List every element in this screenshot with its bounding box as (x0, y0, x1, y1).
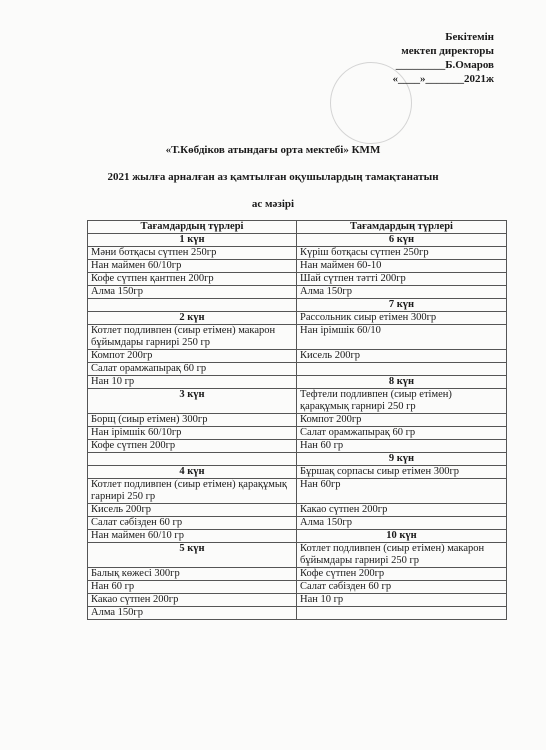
cell-right: Компот 200гр (297, 414, 507, 427)
cell-left: 3 күн (88, 389, 297, 414)
table-row (88, 440, 507, 453)
cell-left: Кофе сүтпен қантпен 200гр (88, 273, 297, 286)
table-row (88, 312, 507, 325)
cell-right: Бұршақ сорпасы сиыр етімен 300гр (297, 466, 507, 479)
table-row (88, 376, 507, 389)
cell-left: Нан 10 гр (88, 376, 297, 389)
approval-block (393, 30, 494, 86)
cell-right: Нан ірімшік 60/10 (297, 325, 507, 350)
cell-right: 9 күн (297, 453, 507, 466)
table-row (88, 479, 507, 504)
cell-right: 10 күн (297, 530, 507, 543)
table-row (88, 568, 507, 581)
header-right: Тағамдардың түрлері (297, 221, 507, 234)
approval-line-3: _________Б.Омаров (395, 59, 494, 71)
cell-left: Нан ірімшік 60/10гр (88, 427, 297, 440)
table-row (88, 234, 507, 247)
menu-title: ас мәзірі (251, 198, 295, 210)
school-title: «Т.Көбдіков атындағы орта мектебі» КММ (165, 144, 381, 156)
cell-left: Балық көжесі 300гр (88, 568, 297, 581)
cell-right: Кисель 200гр (297, 350, 507, 363)
table-row (88, 543, 507, 568)
cell-left (88, 299, 297, 312)
cell-right: Рассольник сиыр етімен 300гр (297, 312, 507, 325)
table-row (88, 594, 507, 607)
cell-right: Алма 150гр (297, 286, 507, 299)
table-row (88, 517, 507, 530)
cell-left: Алма 150гр (88, 607, 297, 620)
cell-left: Котлет подливпен (сиыр етімен) макарон бұйымдары гарнирі 250 гр (88, 325, 297, 350)
cell-left: 5 күн (88, 543, 297, 568)
cell-right: 6 күн (297, 234, 507, 247)
cell-right: Салат орамжапырақ 60 гр (297, 427, 507, 440)
table-row (88, 325, 507, 350)
cell-left: Салат сәбізден 60 гр (88, 517, 297, 530)
cell-right: Нан 10 гр (297, 594, 507, 607)
cell-left: Нан маймен 60/10гр (88, 260, 297, 273)
cell-right: Күріш ботқасы сүтпен 250гр (297, 247, 507, 260)
cell-right: Нан 60 гр (297, 440, 507, 453)
cell-left: Нан 60 гр (88, 581, 297, 594)
cell-left: 2 күн (88, 312, 297, 325)
cell-right: Котлет подливпен (сиыр етімен) макарон бұйымдары гарнирі 250 гр (297, 543, 507, 568)
approval-line-1: Бекітемін (445, 31, 494, 43)
cell-right: 8 күн (297, 376, 507, 389)
table-row (88, 363, 507, 376)
menu-table-body (88, 234, 507, 620)
cell-right: Нан маймен 60-10 (297, 260, 507, 273)
cell-left: Мәни ботқасы сүтпен 250гр (88, 247, 297, 260)
table-row (88, 530, 507, 543)
table-row (88, 466, 507, 479)
cell-right: Кофе сүтпен 200гр (297, 568, 507, 581)
cell-right: Шай сүтпен тәтті 200гр (297, 273, 507, 286)
table-row (88, 453, 507, 466)
cell-left: Борщ (сиыр етімен) 300гр (88, 414, 297, 427)
cell-right: Салат сәбізден 60 гр (297, 581, 507, 594)
cell-right: Какао сүтпен 200гр (297, 504, 507, 517)
cell-left: 4 күн (88, 466, 297, 479)
cell-right: 7 күн (297, 299, 507, 312)
cell-left: Алма 150гр (88, 286, 297, 299)
table-row (88, 581, 507, 594)
cell-left: Компот 200гр (88, 350, 297, 363)
table-row (88, 389, 507, 414)
table-row (88, 350, 507, 363)
cell-left: Кисель 200гр (88, 504, 297, 517)
table-row (88, 414, 507, 427)
cell-left: Салат орамжапырақ 60 гр (88, 363, 297, 376)
header-left: Тағамдардың түрлері (88, 221, 297, 234)
table-row (88, 260, 507, 273)
table-row (88, 286, 507, 299)
cell-left (88, 453, 297, 466)
document-subtitle: 2021 жылға арналған аз қамтылған оқушылардың тамақтанатын (107, 171, 439, 183)
cell-left: Нан маймен 60/10 гр (88, 530, 297, 543)
cell-right: Алма 150гр (297, 517, 507, 530)
approval-line-4: «____»_______2021ж (392, 73, 494, 85)
table-row (88, 607, 507, 620)
cell-right: Тефтели подливпен (сиыр етімен) қарақұмық гарнирі 250 гр (297, 389, 507, 414)
table-row (88, 273, 507, 286)
table-row (88, 504, 507, 517)
table-row (88, 299, 507, 312)
cell-left: 1 күн (88, 234, 297, 247)
cell-left: Котлет подливпен (сиыр етімен) қарақұмық гарнирі 250 гр (88, 479, 297, 504)
cell-right (297, 607, 507, 620)
table-row (88, 247, 507, 260)
approval-line-2: мектеп директоры (401, 45, 494, 57)
table-header-row (88, 221, 507, 234)
cell-left: Кофе сүтпен 200гр (88, 440, 297, 453)
cell-right (297, 363, 507, 376)
cell-left: Какао сүтпен 200гр (88, 594, 297, 607)
cell-right: Нан 60гр (297, 479, 507, 504)
menu-table (87, 220, 507, 620)
table-row (88, 427, 507, 440)
